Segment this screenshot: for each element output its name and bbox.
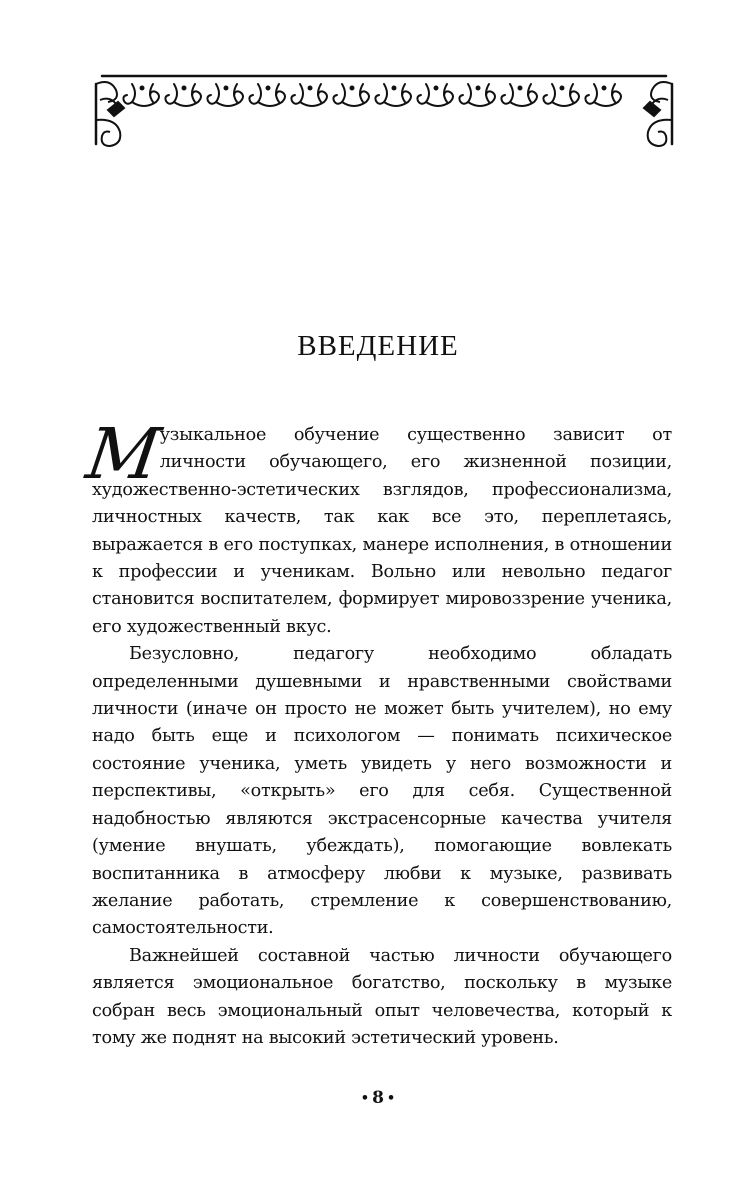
scroll-motif <box>207 84 243 106</box>
drop-cap: М <box>81 413 161 495</box>
page-number <box>0 1088 756 1108</box>
scroll-motif <box>165 84 201 106</box>
scroll-motif <box>375 84 411 106</box>
paragraph: Важнейшей составной частью личности обучающего является эмоциональное богатство, поскольку в музыке собран весь эмоциональный опыт человечества, который к тому же поднят на высокий эстетический уровень. <box>92 945 672 1048</box>
scroll-motif <box>585 84 621 106</box>
decorative-header-ornament <box>88 70 680 170</box>
scroll-motif <box>333 84 369 106</box>
scroll-motif <box>417 84 453 106</box>
paragraph: Безусловно, педагогу необходимо обладать определенными душевными и нравственными свойствами личности (иначе он просто не может быть учителем), но ему надо быть еще и психологом — понимать психическое состояние ученика, уметь увидеть у него возможности и перспективы, «открыть» его для себя. Существенной надобностью являются экстрасенсорные качества учителя (умение внушать, убеждать), помогающие вовлекать воспитанника в атмосферу любви к музыке, развивать желание работать, стремление к совершенствованию, самостоятельности. <box>92 644 672 939</box>
scroll-motif <box>123 84 159 106</box>
paragraph <box>81 413 672 641</box>
paragraph-text: узыкальное обучение существенно зависит от личности обучающего, его жизненной позиции, художественно-эстетических взглядов, профессионализма, личностных качеств, так как все это, переплетаясь, выражается в его поступках, манере исполнения, в отношении к профессии и ученикам. Вольно или невольно педагог становится воспитателем, формирует мировоззрение ученика, его художественный вкус. <box>92 425 672 637</box>
scroll-motif <box>249 84 285 106</box>
right-corner-motif <box>644 82 672 146</box>
chapter-title: ВВЕДЕНИЕ <box>297 330 459 362</box>
scroll-motif <box>459 84 495 106</box>
left-corner-motif <box>96 82 124 146</box>
page-number-value: 8 <box>372 1088 384 1108</box>
page-number-dot-left: • <box>360 1091 370 1106</box>
page-number-dot-right: • <box>386 1091 396 1106</box>
body-text <box>81 413 672 1052</box>
scroll-motif <box>501 84 537 106</box>
scroll-motif <box>291 84 327 106</box>
scroll-motif <box>543 84 579 106</box>
